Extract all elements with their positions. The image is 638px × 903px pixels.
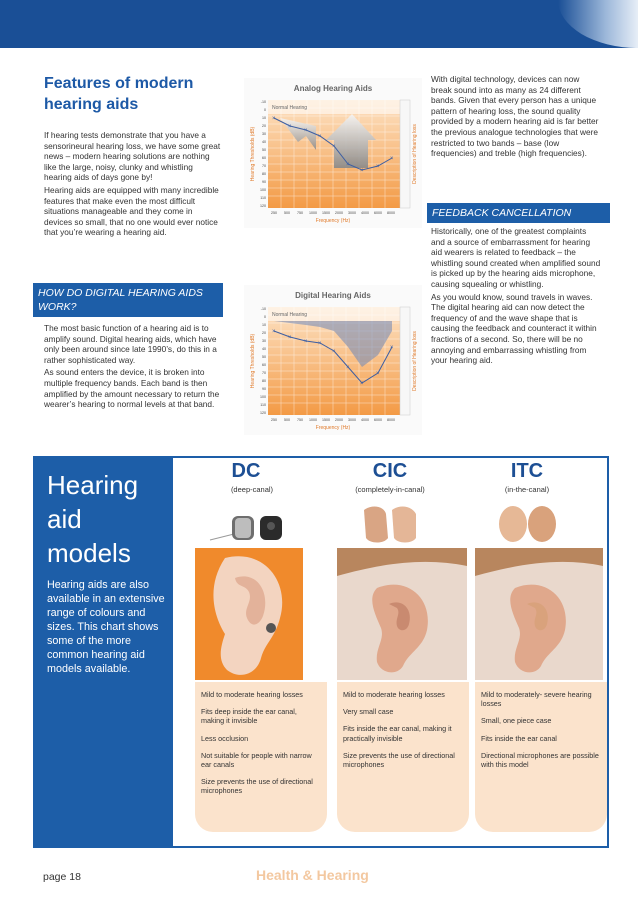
svg-text:-10: -10 (260, 100, 266, 104)
itc-feature: Mild to moderately- severe hearing losses (481, 690, 592, 709)
features-paragraph: Hearing aids are equipped with many incredible features that make even the most difficult situations manageable and they come in devices so small, that no one would ever notice that you’re wearing a hearing aid. (44, 184, 219, 238)
itc-feature: Fits inside the ear canal (481, 733, 557, 743)
models-heading: Hearing aid models (47, 470, 139, 568)
svg-text:80: 80 (262, 379, 266, 383)
feedback-paragraph: Historically, one of the greatest complaints and a source of embarrassment for hearing aid wearers is related to feedback – the whistling sound created when amplified sound is picked up by the hearing aids microphone, causing squealing or whistling. (431, 226, 601, 289)
model-itc-subtitle: (in-the-canal) (504, 485, 550, 494)
footer-publication-title: Health & Hearing (256, 867, 369, 883)
svg-text:50: 50 (262, 355, 266, 359)
svg-text:×: × (332, 349, 336, 355)
model-cic-name: CIC (372, 460, 408, 482)
digital-section-title: HOW DO DIGITAL HEARING AIDS WORK? (33, 283, 223, 317)
dc-card (195, 682, 327, 832)
svg-text:70: 70 (262, 371, 266, 375)
svg-text:10: 10 (262, 323, 266, 327)
cic-feature: Mild to moderate hearing losses (343, 690, 445, 699)
svg-text:40: 40 (262, 347, 266, 351)
chart-title: Digital Hearing Aids (295, 291, 371, 300)
model-dc-name: DC (231, 460, 261, 482)
x-axis-label: Frequency (Hz) (315, 218, 351, 224)
svg-text:90: 90 (262, 387, 266, 391)
cic-card (337, 682, 469, 832)
svg-text:100: 100 (260, 188, 266, 192)
feedback-title: FEEDBACK CANCELLATION (427, 203, 610, 223)
intro-paragraph: With digital technology, devices can now break sound into as many as 24 different bands. Given that every person has a unique pattern of hearing loss, the sound quality provided by a modern hearing aid is far better the previous analogue technologies that were restricted to two bands – base (low frequencies) and treble (high frequencies). (431, 74, 599, 159)
svg-text:110: 110 (260, 196, 266, 200)
svg-text:3000: 3000 (348, 211, 356, 215)
svg-text:×: × (346, 365, 350, 371)
cic-ear-photo (337, 548, 467, 680)
svg-text:×: × (318, 341, 322, 347)
dc-ear-photo (195, 548, 303, 680)
chart-title: Analog Hearing Aids (293, 84, 373, 93)
cic-device-image (358, 502, 422, 546)
svg-text:8000: 8000 (387, 418, 395, 422)
svg-text:750: 750 (297, 418, 303, 422)
svg-text:0: 0 (264, 108, 266, 112)
svg-text:750: 750 (297, 211, 303, 215)
svg-text:×: × (390, 156, 394, 162)
svg-text:×: × (376, 164, 380, 170)
dc-feature: Fits deep inside the ear canal, making it invisible (201, 707, 297, 726)
right-intro (431, 74, 601, 161)
svg-text:4000: 4000 (361, 418, 369, 422)
svg-text:20: 20 (262, 331, 266, 335)
itc-ear-photo (475, 548, 603, 680)
svg-text:20: 20 (262, 124, 266, 128)
svg-text:×: × (376, 371, 380, 377)
models-description: Hearing aids are also available in an extensive range of colours and sizes. This chart shows some of the more common hearing aid models available. (47, 579, 165, 675)
hearing-loss-scale (400, 307, 410, 415)
digital-chart-svg (244, 285, 422, 435)
svg-text:×: × (332, 144, 336, 150)
itc-feature: Small, one piece case (481, 716, 552, 726)
dc-device-image (208, 506, 288, 546)
normal-label: Normal Hearing (272, 312, 308, 318)
svg-text:50: 50 (262, 148, 266, 152)
svg-text:70: 70 (262, 164, 266, 168)
page-number: page 18 (43, 871, 81, 883)
y-ticks (260, 307, 266, 415)
svg-text:×: × (346, 162, 350, 168)
itc-feature: Directional microphones are possible with this model (481, 750, 599, 770)
svg-text:3000: 3000 (348, 418, 356, 422)
svg-text:2000: 2000 (335, 211, 343, 215)
normal-label: Normal Hearing (272, 105, 308, 111)
dc-feature: Less occlusion (201, 733, 249, 743)
cic-feature: Size prevents the use of directional microphones (343, 750, 455, 770)
cic-feature: Very small case (343, 707, 394, 717)
y-axis-label: Hearing Thresholds (dB) (250, 333, 256, 389)
svg-text:1500: 1500 (322, 211, 330, 215)
svg-text:×: × (360, 381, 364, 387)
svg-text:4000: 4000 (361, 211, 369, 215)
svg-text:6000: 6000 (374, 418, 382, 422)
model-itc-name: ITC (510, 460, 544, 482)
x-ticks (271, 418, 395, 422)
svg-text:1000: 1000 (309, 418, 317, 422)
right-axis-label: Description of Hearing loss (412, 331, 418, 391)
header-curve (558, 0, 638, 48)
svg-text:250: 250 (271, 418, 277, 422)
itc-card (475, 682, 607, 832)
svg-text:0: 0 (264, 315, 266, 319)
model-cic-subtitle: (completely-in-canal) (355, 485, 425, 494)
analog-chart-svg (244, 78, 422, 228)
dc-feature: Mild to moderate hearing losses (201, 690, 303, 699)
svg-text:6000: 6000 (374, 211, 382, 215)
svg-text:1500: 1500 (322, 418, 330, 422)
svg-text:250: 250 (271, 211, 277, 215)
y-axis-label: Hearing Thresholds (dB) (250, 126, 256, 182)
svg-text:60: 60 (262, 156, 266, 160)
svg-text:×: × (288, 124, 292, 130)
right-axis-label: Description of Hearing loss (412, 124, 418, 184)
svg-text:2000: 2000 (335, 418, 343, 422)
feedback-text (431, 226, 601, 368)
hearing-loss-scale (400, 100, 410, 208)
svg-text:×: × (390, 345, 394, 351)
svg-text:40: 40 (262, 140, 266, 144)
svg-text:30: 30 (262, 339, 266, 343)
svg-text:×: × (304, 339, 308, 345)
svg-text:×: × (318, 134, 322, 140)
x-axis-label: Frequency (Hz) (315, 425, 351, 431)
svg-text:30: 30 (262, 132, 266, 136)
digital-paragraph: As sound enters the device, it is broken into multiple frequency bands. Each band is then amplified by the amount necessary to return the wearer’s hearing to normal levels at that band. (44, 367, 220, 410)
svg-text:×: × (360, 168, 364, 174)
model-dc-subtitle: (deep-canal) (230, 485, 274, 494)
features-title: Features of modern hearing aids (44, 75, 194, 113)
svg-text:110: 110 (260, 403, 266, 407)
features-text (44, 130, 222, 240)
header-bar (0, 0, 638, 48)
features-paragraph: If hearing tests demonstrate that you have a sensorineural hearing loss, we have some great news – modern hearing solutions are nothing like the large, noisy, clunky and whistling hearing aids of days gone by! (44, 130, 221, 183)
dc-feature: Size prevents the use of directional microphones (201, 777, 313, 796)
svg-text:120: 120 (260, 411, 266, 415)
svg-text:-10: -10 (260, 307, 266, 311)
svg-text:120: 120 (260, 204, 266, 208)
svg-text:90: 90 (262, 180, 266, 184)
svg-text:80: 80 (262, 172, 266, 176)
cic-feature: Fits inside the ear canal, making it practically invisible (343, 724, 452, 743)
svg-text:10: 10 (262, 116, 266, 120)
itc-device-image (496, 500, 560, 546)
svg-text:×: × (272, 116, 276, 122)
y-ticks (260, 100, 266, 208)
svg-text:8000: 8000 (387, 211, 395, 215)
digital-chart (244, 285, 422, 435)
dc-feature: Not suitable for people with narrow ear canals (201, 750, 312, 770)
analog-chart (244, 78, 422, 228)
models-sidebar (33, 456, 173, 846)
svg-text:500: 500 (284, 211, 290, 215)
digital-paragraph: The most basic function of a hearing aid is to amplify sound. Digital hearing aids, which have only been around since late 1990’s, do this in a rather sophisticated way. (44, 323, 217, 365)
svg-text:×: × (304, 128, 308, 134)
svg-text:×: × (288, 335, 292, 341)
feedback-paragraph: As you would know, sound travels in waves. The digital hearing aid can now detect the frequency of and the wave shape that is causing the feedback and counteract it within fractions of a second. So, there will be no annoying and embarrassing whistling from your hearing aid. (431, 291, 597, 366)
svg-text:60: 60 (262, 363, 266, 367)
svg-text:1000: 1000 (309, 211, 317, 215)
x-ticks (271, 211, 395, 215)
digital-section-text (44, 323, 224, 412)
svg-text:500: 500 (284, 418, 290, 422)
svg-text:×: × (272, 329, 276, 335)
svg-text:100: 100 (260, 395, 266, 399)
